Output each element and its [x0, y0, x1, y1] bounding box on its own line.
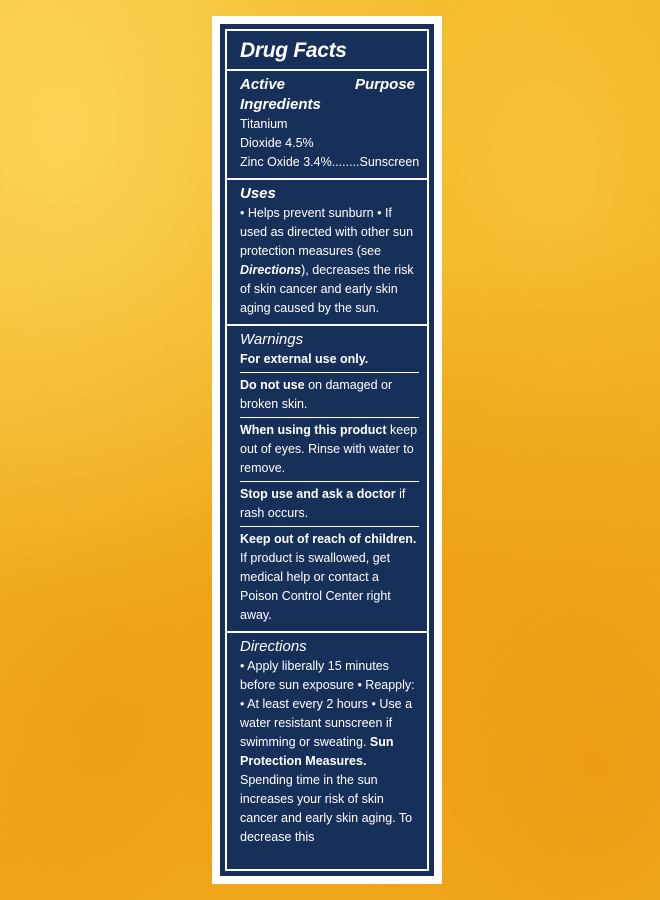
purpose-heading: Purpose [354, 76, 415, 93]
external-use-text: For external use only. [240, 352, 369, 366]
drug-facts-panel [212, 16, 442, 884]
uses-text: • Helps prevent sunburn • If used as directed with other sun protection measures (see Directions), decreases the risk of skin cancer and early skin aging caused by the sun. [240, 206, 414, 315]
directions-section [227, 631, 427, 853]
ingredient-line-1: Titanium [240, 117, 288, 131]
uses-section [227, 178, 427, 324]
keep-out-text: Keep out of reach of children. If product is swallowed, get medical help or contact a Poison Control Center right away. [240, 526, 419, 625]
warnings-section [227, 324, 427, 631]
active-ingredients-heading: Active Ingredients [240, 76, 321, 113]
directions-text: • Apply liberally 15 minutes before sun exposure • Reapply: • At least every 2 hours • Use a water resistant sunscreen if swimming or sweating. Sun Protection Measures. Spending time in the sun increases your risk of skin cancer and early skin aging. To decrease this [240, 659, 415, 844]
drug-facts-frame [225, 29, 429, 871]
do-not-use-text: Do not use on damaged or broken skin. [240, 372, 419, 414]
ingredient-line-3: Zinc Oxide 3.4%........Sunscreen [240, 155, 420, 169]
stop-use-text: Stop use and ask a doctor if rash occurs. [240, 481, 419, 523]
active-header-row [240, 75, 419, 115]
directions-heading: Directions [240, 638, 307, 655]
drug-facts-title: Drug Facts [227, 31, 427, 71]
active-ingredients-section [227, 71, 427, 178]
warnings-heading: Warnings [240, 331, 304, 348]
drug-facts-card [220, 24, 434, 876]
when-using-text: When using this product keep out of eyes. Rinse with water to remove. [240, 417, 419, 478]
ingredient-line-2: Dioxide 4.5% [240, 136, 314, 150]
uses-heading: Uses [240, 185, 276, 202]
